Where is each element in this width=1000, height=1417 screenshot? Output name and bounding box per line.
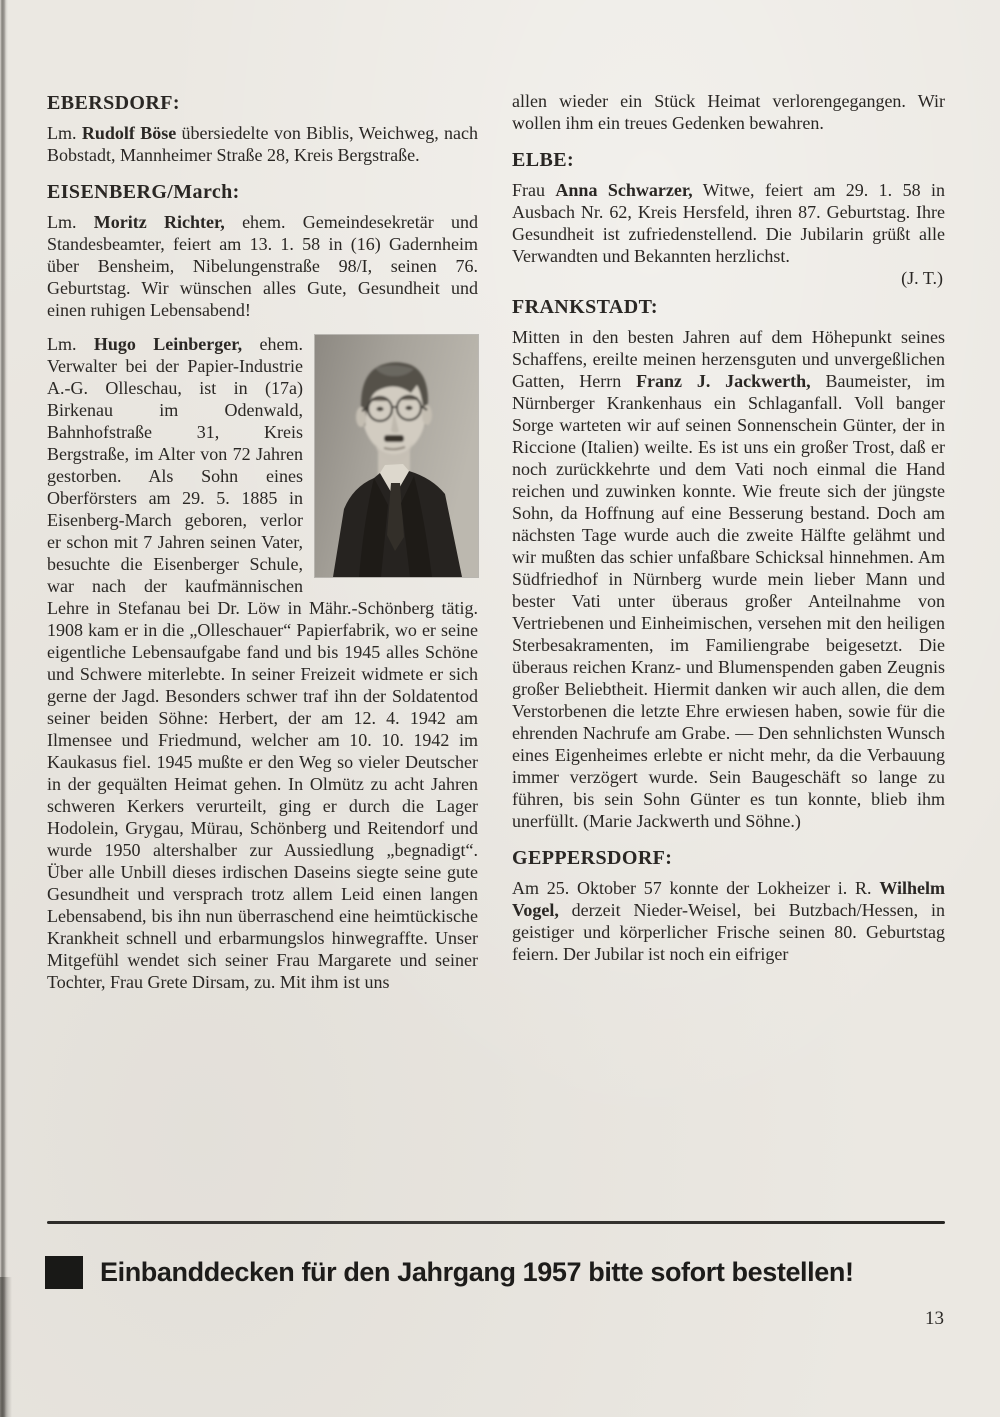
person-name: Franz J. Jackwerth, — [636, 371, 811, 391]
two-column-layout — [47, 90, 945, 1216]
right-column — [512, 90, 945, 1216]
text-lead: Frau — [512, 180, 556, 200]
left-column — [47, 90, 478, 1216]
banner-text: Einbanddecken für den Jahrgang 1957 bitte sofort bestellen! — [100, 1257, 854, 1287]
text-body: übersiedelte von Biblis, Weichweg, nach Bobstadt, Mannheimer Straße 28, Kreis Bergstraße. — [47, 123, 479, 165]
divider-rule — [47, 1221, 945, 1224]
person-name: Moritz Richter, — [93, 212, 225, 232]
signature-initials: (J. T.) — [901, 268, 943, 288]
person-name: Hugo Leinberger, — [93, 334, 243, 354]
person-name: Anna Schwarzer, — [555, 180, 693, 200]
text-body: Witwe, feiert am 29. 1. 58 in Ausbach Nr. 62, Kreis Hersfeld, ihren 87. Geburtstag. Ihre Gesundheit ist zufriedenstellend. Die Jubilarin grüßt alle Verwandten und Bekannten herzlichst. — [512, 180, 945, 266]
text-lead: Mitten in den besten Jahren auf dem Höhepunkt seines Schaffens, ereilte meinen herzensguten und unvergeßlichen Gatten, Herrn — [512, 327, 945, 391]
paragraph-geppersdorf — [512, 877, 945, 965]
paragraph-elbe — [512, 179, 945, 267]
paragraph-ebersdorf — [47, 122, 478, 166]
text-lead: Lm. — [47, 212, 94, 232]
text-body: Baumeister, im Nürnberger Krankenhaus ein Schlaganfall. Voll banger Sorge warteten wir auf seinen Sonnenschein Günter, der in Riccione (Italien) weilte. Es ist uns ein großer Trost, daß er noch zurückkehrte und dem Vati noch einmal die Hand reichen und zuwinken konnte. Wie freute sich der jüngste Sohn, da Hoffnung auf eine Besserung bestand. Doch am nächsten Tage wurde auch die zweite Hälfte gelähmt und wir mußten das schier unfaßbare Schicksal hinnehmen. Am Südfriedhof in Nürnberg wurde mein lieber Mann und bester Vati unter überaus großer Anteilnahme von Vertriebenen und Einheimischen, versehen mit den heiligen Sterbesakramenten, im Familiengrabe beigesetzt. Die überaus reichen Kranz- und Blumenspenden gaben Zeugnis großer Beliebtheit. Hiermit danken wir auch allen, die dem Verstorbenen die letzte Ehre erwiesen haben, sowie für die ehrenden Nachrufe am Grabe. — Den sehnlichsten Wunsch eines Eigenheimes erlebte er nicht mehr, da die Verbauung immer verzögert wurde. Sein Baugeschäft so lange zu führen, bis sein Sohn Günter es tun konnte, blieb ihm unerfüllt. (Marie Jackwerth und Söhne.) — [512, 371, 945, 831]
person-name: Wilhelm Vogel, — [512, 878, 945, 920]
section-heading-ebersdorf: EBERSDORF: — [47, 92, 180, 114]
page-number: 13 — [925, 1308, 944, 1329]
order-banner — [45, 1256, 955, 1289]
paragraph-continuation: allen wieder ein Stück Heimat verlorengegangen. Wir wollen ihm ein treues Gedenken bewahren. — [512, 91, 945, 133]
section-heading-frankstadt: FRANKSTADT: — [512, 296, 658, 318]
portrait-photo — [315, 335, 478, 577]
text-lead: Am 25. Oktober 57 konnte der Lokheizer i. R. — [512, 878, 880, 898]
text-body: ehem. Gemeindesekretär und Standesbeamter, feiert am 13. 1. 58 in (16) Gadernheim über Bensheim, Nibelungenstraße 98/I, seinen 76. Geburtstag. Wir wünschen alles Gute, Gesundheit und einen ruhigen Lebensabend! — [47, 212, 478, 320]
text-body: ehem. Verwalter bei der Papier-Industrie A.-G. Olleschau, ist in (17a) Birkenau im Odenwald, Bahnhofstraße 31, Kreis Bergstraße, im Alter von 72 Jahren gestorben. Als Sohn eines Oberförsters am 29. 5. 1885 in Eisenberg-March geboren, verlor er schon mit 7 Jahren seinen Vater, besuchte die Eisenberger Schule, war nach der kaufmännischen Lehre in Stefanau bei Dr. Löw in Mähr.-Schönberg tätig. 1908 kam er in die „Olleschauer“ Papierfabrik, wo er seine eigentliche Lebensaufgabe fand und bis 1945 alles Schöne und Schwere miterlebte. In seiner Freizeit widmete er sich gerne der Jagd. Besonders schwer traf ihn der Soldatentod seiner beiden Söhne: Herbert, der am 12. 4. 1942 am Ilmensee und Friedmund, welcher am 10. 10. 1942 im Kaukasus fiel. 1945 mußte er den Weg so vieler Deutscher in der gequälten Heimat gehen. In Olmütz zu acht Jahren schweren Kerkers verurteilt, ging er durch die Lager Hodolein, Grygau, Mürau, Schönberg und Reitendorf und wurde 1950 altershalber zur Aussiedlung „begnadigt“. Über alle Unbill dieses irdischen Daseins siegte seine gute Gesundheit und versprach trotz allem Leid einen langen Lebensabend, bis ihn nun überraschend eine heimtückische Krankheit schnell und erbarmungslos hinwegraffte. Unser Mitgefühl wendet sich seiner Frau Margarete und seiner Tochter, Frau Grete Dirsam, zu. Mit ihm ist uns — [47, 334, 478, 992]
scan-corner-artifact — [0, 1277, 12, 1417]
text-lead: Lm. — [47, 123, 82, 143]
text-lead: Lm. — [47, 334, 94, 354]
section-heading-eisenberg: EISENBERG/March: — [47, 181, 240, 203]
paragraph-frankstadt — [512, 326, 945, 832]
portrait-photo-illustration — [315, 335, 478, 577]
paragraph-leinberger-obituary — [47, 333, 478, 993]
scan-edge-artifact — [0, 0, 8, 1417]
text-body: derzeit Nieder-Weisel, bei Butzbach/Hessen, in geistiger und körperlicher Frische seinen 80. Geburtstag feiern. Der Jubilar ist noch ein eifriger — [512, 900, 945, 964]
section-heading-elbe: ELBE: — [512, 149, 575, 171]
person-name: Rudolf Böse — [81, 123, 177, 143]
paragraph-eisenberg — [47, 211, 478, 321]
section-heading-geppersdorf: GEPPERSDORF: — [512, 847, 673, 869]
banner-square-icon — [45, 1256, 83, 1289]
